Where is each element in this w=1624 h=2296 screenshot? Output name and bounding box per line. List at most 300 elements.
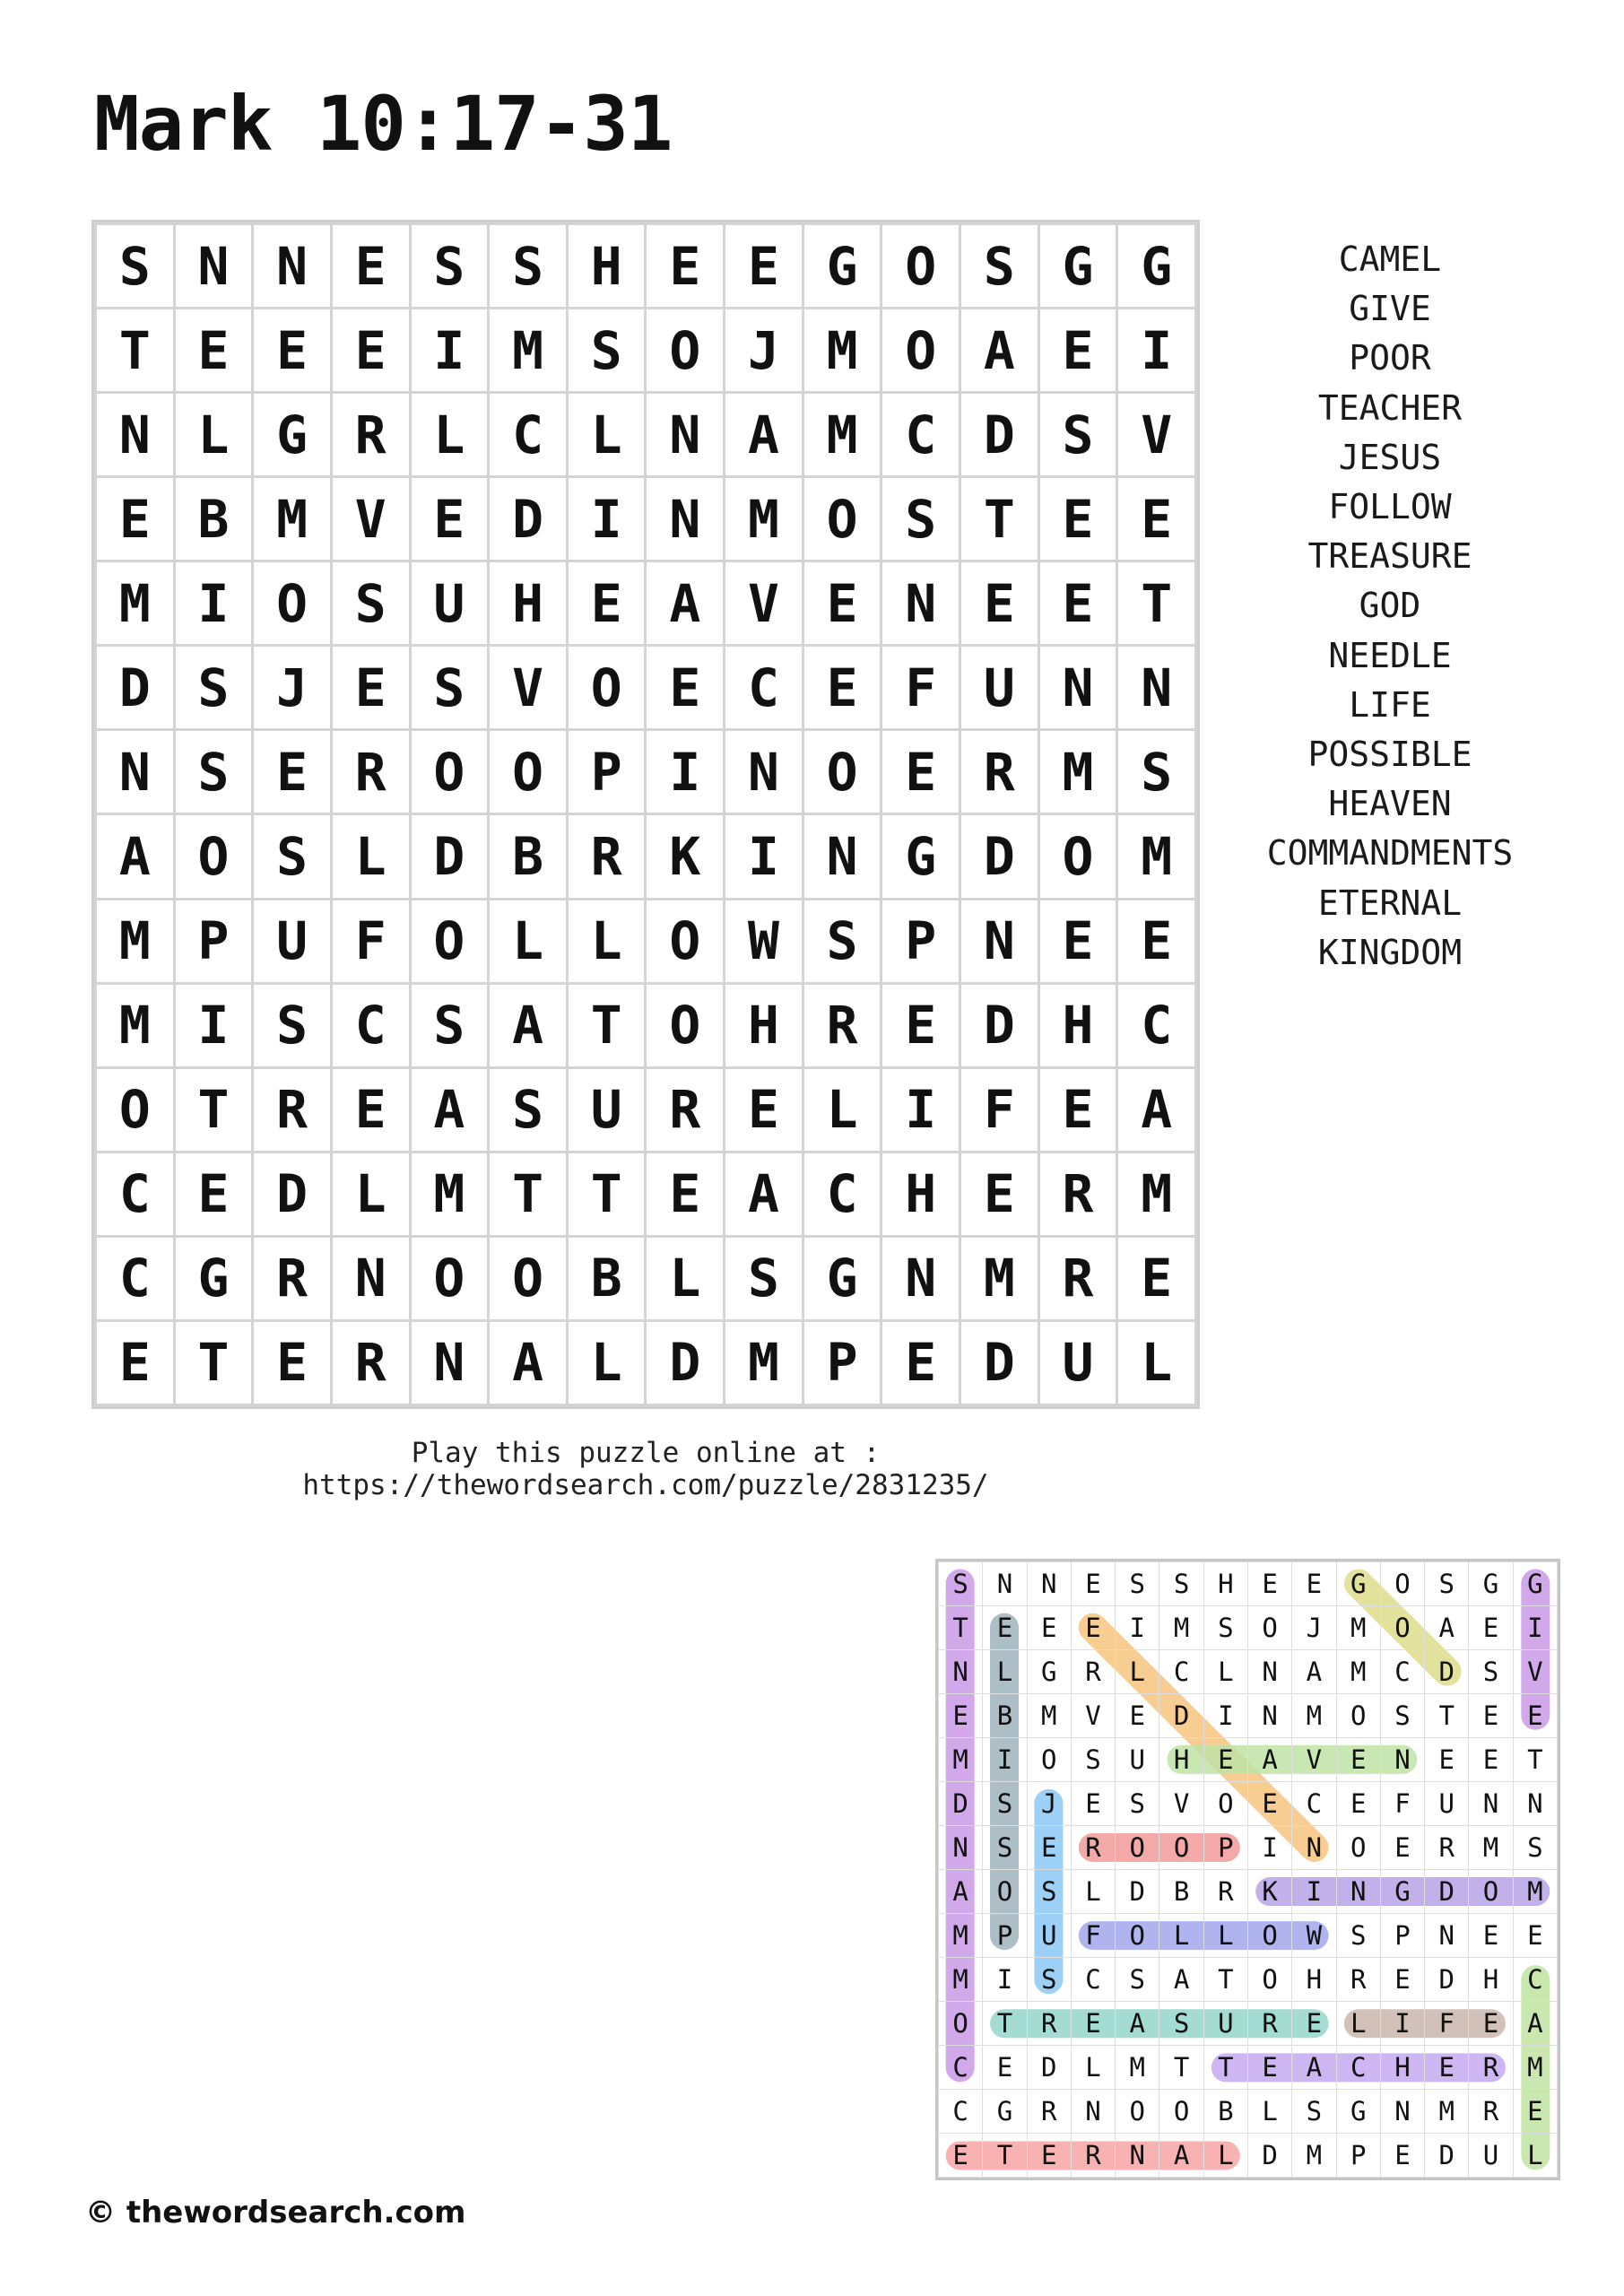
word-list-item: KINGDOM: [1317, 932, 1463, 972]
solution-cell: S: [983, 1782, 1027, 1826]
word-list-item: GOD: [1359, 586, 1421, 626]
solution-cell: A: [1292, 2046, 1336, 2090]
grid-cell: D: [253, 1152, 332, 1236]
word-list-item: COMMANDMENTS: [1266, 833, 1514, 874]
solution-cell: O: [1116, 1826, 1159, 1870]
grid-cell: P: [567, 730, 646, 814]
grid-cell: S: [725, 1236, 803, 1320]
grid-cell: E: [1038, 1067, 1117, 1152]
solution-cell: O: [1336, 1826, 1380, 1870]
solution-cell: S: [1159, 1562, 1203, 1606]
solution-cell: D: [1027, 2046, 1071, 2090]
grid-cell: R: [331, 730, 410, 814]
grid-cell: G: [803, 224, 881, 309]
grid-cell: S: [410, 224, 489, 309]
solution-cell: G: [1469, 1562, 1513, 1606]
grid-cell: E: [1117, 899, 1196, 983]
grid-cell: P: [174, 899, 253, 983]
grid-cell: O: [646, 983, 725, 1067]
grid-row: [96, 814, 1196, 899]
grid-cell: E: [881, 1320, 960, 1405]
solution-cell: N: [1071, 2090, 1115, 2134]
grid-cell: S: [1117, 730, 1196, 814]
solution-cell: N: [939, 1650, 983, 1694]
solution-cell: C: [1292, 1782, 1336, 1826]
grid-cell: W: [725, 899, 803, 983]
solution-cell: R: [1071, 1650, 1115, 1694]
solution-cell: E: [1116, 1694, 1159, 1738]
grid-cell: E: [1038, 477, 1117, 561]
solution-cell: O: [1247, 1606, 1291, 1650]
grid-cell: T: [174, 1067, 253, 1152]
solution-cell: E: [1027, 1826, 1071, 1870]
solution-cell: I: [983, 1738, 1027, 1782]
grid-cell: L: [331, 814, 410, 899]
grid-cell: E: [1038, 309, 1117, 393]
grid-cell: E: [1038, 899, 1117, 983]
solution-cell: O: [939, 2002, 983, 2046]
grid-cell: B: [174, 477, 253, 561]
solution-cell: E: [1469, 2002, 1513, 2046]
solution-cell: E: [1027, 1606, 1071, 1650]
grid-cell: G: [803, 1236, 881, 1320]
grid-cell: A: [960, 309, 1039, 393]
grid-cell: M: [960, 1236, 1039, 1320]
grid-cell: L: [567, 393, 646, 477]
solution-cell: B: [1159, 1870, 1203, 1914]
solution-cell: N: [1513, 1782, 1557, 1826]
grid-cell: P: [803, 1320, 881, 1405]
grid-cell: M: [1038, 730, 1117, 814]
grid-cell: E: [725, 1067, 803, 1152]
grid-cell: C: [96, 1152, 175, 1236]
grid-cell: R: [646, 1067, 725, 1152]
grid-cell: T: [960, 477, 1039, 561]
solution-cell: S: [1469, 1650, 1513, 1694]
solution-row: [939, 1870, 1558, 1914]
solution-cell: P: [983, 1914, 1027, 1958]
solution-row: [939, 2134, 1558, 2178]
solution-cell: T: [1513, 1738, 1557, 1782]
solution-cell: I: [1513, 1606, 1557, 1650]
solution-cell: M: [1336, 1650, 1380, 1694]
grid-cell: I: [881, 1067, 960, 1152]
grid-cell: L: [567, 899, 646, 983]
solution-cell: M: [1469, 1826, 1513, 1870]
solution-cell: S: [1203, 1606, 1247, 1650]
solution-cell: H: [1292, 1958, 1336, 2002]
solution-cell: F: [1425, 2002, 1469, 2046]
grid-cell: O: [803, 730, 881, 814]
grid-row: [96, 1067, 1196, 1152]
grid-row: [96, 646, 1196, 730]
solution-cell: O: [1380, 1606, 1424, 1650]
grid-cell: S: [174, 730, 253, 814]
grid-cell: T: [489, 1152, 568, 1236]
solution-cell: L: [1247, 2090, 1291, 2134]
solution-cell: I: [1247, 1826, 1291, 1870]
grid-cell: O: [881, 224, 960, 309]
word-list-item: CAMEL: [1338, 239, 1442, 279]
solution-cell: A: [1159, 1958, 1203, 2002]
grid-cell: C: [331, 983, 410, 1067]
grid-cell: L: [410, 393, 489, 477]
grid-cell: E: [253, 1320, 332, 1405]
solution-cell: E: [1292, 1562, 1336, 1606]
solution-cell: D: [1116, 1870, 1159, 1914]
solution-cell: D: [1159, 1694, 1203, 1738]
grid-cell: A: [1117, 1067, 1196, 1152]
grid-cell: O: [489, 1236, 568, 1320]
grid-cell: N: [331, 1236, 410, 1320]
solution-cell: D: [1425, 1650, 1469, 1694]
grid-cell: N: [646, 393, 725, 477]
grid-cell: N: [646, 477, 725, 561]
solution-cell: E: [1071, 2002, 1115, 2046]
solution-cell: A: [1425, 1606, 1469, 1650]
solution-cell: E: [939, 2134, 983, 2178]
solution-cell: S: [939, 1562, 983, 1606]
solution-cell: M: [1292, 1694, 1336, 1738]
word-list-item: POOR: [1349, 338, 1431, 378]
grid-cell: I: [174, 983, 253, 1067]
solution-cell: M: [1425, 2090, 1469, 2134]
word-list-item: FOLLOW: [1328, 487, 1452, 527]
grid-cell: N: [1117, 646, 1196, 730]
grid-cell: O: [646, 899, 725, 983]
solution-cell: O: [1247, 1958, 1291, 2002]
solution-cell: U: [1027, 1914, 1071, 1958]
grid-cell: N: [1038, 646, 1117, 730]
grid-cell: A: [489, 983, 568, 1067]
solution-cell: T: [1203, 2046, 1247, 2090]
grid-cell: E: [1117, 1236, 1196, 1320]
grid-cell: C: [1117, 983, 1196, 1067]
grid-cell: E: [960, 561, 1039, 646]
solution-cell: D: [1425, 1958, 1469, 2002]
grid-cell: N: [725, 730, 803, 814]
solution-cell: D: [1425, 2134, 1469, 2178]
grid-cell: S: [253, 983, 332, 1067]
solution-cell: C: [1336, 2046, 1380, 2090]
grid-cell: H: [1038, 983, 1117, 1067]
grid-cell: O: [410, 899, 489, 983]
solution-cell: S: [1116, 1958, 1159, 2002]
solution-cell: S: [983, 1826, 1027, 1870]
solution-cell: R: [1469, 2090, 1513, 2134]
grid-cell: M: [1117, 1152, 1196, 1236]
solution-cell: E: [1513, 1914, 1557, 1958]
grid-cell: R: [1038, 1152, 1117, 1236]
grid-cell: U: [410, 561, 489, 646]
grid-cell: V: [489, 646, 568, 730]
solution-cell: S: [1027, 1870, 1071, 1914]
grid-cell: N: [803, 814, 881, 899]
grid-cell: M: [96, 561, 175, 646]
solution-cell: C: [939, 2046, 983, 2090]
grid-cell: N: [881, 1236, 960, 1320]
solution-cell: E: [1425, 1738, 1469, 1782]
solution-cell: L: [983, 1650, 1027, 1694]
grid-cell: E: [410, 477, 489, 561]
solution-cell: E: [1071, 1606, 1115, 1650]
solution-cell: R: [1425, 1826, 1469, 1870]
grid-cell: A: [96, 814, 175, 899]
solution-cell: R: [1336, 1958, 1380, 2002]
solution-cell: G: [1513, 1562, 1557, 1606]
solution-cell: T: [1159, 2046, 1203, 2090]
solution-cell: G: [1380, 1870, 1424, 1914]
solution-cell: G: [983, 2090, 1027, 2134]
grid-cell: O: [96, 1067, 175, 1152]
solution-cell: E: [1469, 1914, 1513, 1958]
solution-row: [939, 2046, 1558, 2090]
solution-row: [939, 1606, 1558, 1650]
solution-cell: V: [1071, 1694, 1115, 1738]
grid-cell: S: [96, 224, 175, 309]
solution-cell: E: [1247, 1782, 1291, 1826]
solution-cell: V: [1292, 1738, 1336, 1782]
solution-row: [939, 1650, 1558, 1694]
solution-cell: O: [1380, 1562, 1424, 1606]
grid-cell: E: [725, 224, 803, 309]
grid-cell: R: [253, 1236, 332, 1320]
solution-cell: K: [1247, 1870, 1291, 1914]
solution-cell: C: [939, 2090, 983, 2134]
solution-cell: I: [1203, 1694, 1247, 1738]
solution-cell: O: [1336, 1694, 1380, 1738]
solution-cell: L: [1513, 2134, 1557, 2178]
solution-cell: R: [1203, 1870, 1247, 1914]
solution-cell: N: [1336, 1870, 1380, 1914]
solution-cell: B: [983, 1694, 1027, 1738]
grid-cell: J: [253, 646, 332, 730]
grid-cell: S: [253, 814, 332, 899]
grid-cell: R: [253, 1067, 332, 1152]
grid-cell: E: [1117, 477, 1196, 561]
solution-cell: E: [1425, 2046, 1469, 2090]
grid-cell: D: [960, 393, 1039, 477]
word-list-item: TREASURE: [1307, 536, 1472, 577]
grid-cell: T: [96, 309, 175, 393]
solution-cell: M: [1513, 1870, 1557, 1914]
grid-cell: H: [881, 1152, 960, 1236]
grid-cell: E: [253, 309, 332, 393]
grid-cell: S: [174, 646, 253, 730]
grid-cell: O: [1038, 814, 1117, 899]
grid-row: [96, 983, 1196, 1067]
grid-row: [96, 899, 1196, 983]
solution-cell: T: [983, 2134, 1027, 2178]
grid-row: [96, 224, 1196, 309]
grid-cell: L: [803, 1067, 881, 1152]
solution-cell: J: [1027, 1782, 1071, 1826]
grid-cell: O: [881, 309, 960, 393]
solution-cell: T: [1203, 1958, 1247, 2002]
solution-cell: R: [1071, 2134, 1115, 2178]
grid-cell: S: [1038, 393, 1117, 477]
grid-cell: O: [410, 1236, 489, 1320]
word-list-item: JESUS: [1338, 437, 1442, 477]
solution-cell: N: [939, 1826, 983, 1870]
grid-cell: E: [803, 561, 881, 646]
solution-cell: R: [1469, 2046, 1513, 2090]
grid-cell: N: [960, 899, 1039, 983]
grid-cell: S: [410, 646, 489, 730]
grid-cell: R: [331, 393, 410, 477]
grid-cell: E: [96, 1320, 175, 1405]
solution-cell: I: [1380, 2002, 1424, 2046]
solution-cell: E: [1027, 2134, 1071, 2178]
grid-cell: B: [489, 814, 568, 899]
solution-cell: S: [1071, 1738, 1115, 1782]
grid-cell: I: [410, 309, 489, 393]
solution-cell: N: [1469, 1782, 1513, 1826]
solution-cell: E: [983, 2046, 1027, 2090]
grid-row: [96, 309, 1196, 393]
grid-cell: U: [253, 899, 332, 983]
solution-cell: S: [1116, 1782, 1159, 1826]
grid-cell: L: [489, 899, 568, 983]
solution-cell: P: [1380, 1914, 1424, 1958]
grid-cell: E: [174, 1152, 253, 1236]
solution-cell: T: [1425, 1694, 1469, 1738]
solution-cell: M: [939, 1914, 983, 1958]
solution-cell: B: [1203, 2090, 1247, 2134]
solution-cell: M: [1292, 2134, 1336, 2178]
solution-row: [939, 1694, 1558, 1738]
solution-cell: L: [1203, 1914, 1247, 1958]
grid-cell: S: [960, 224, 1039, 309]
grid-cell: C: [725, 646, 803, 730]
solution-cell: L: [1116, 1650, 1159, 1694]
solution-cell: R: [1247, 2002, 1291, 2046]
solution-cell: N: [1292, 1826, 1336, 1870]
grid-cell: H: [489, 561, 568, 646]
solution-cell: L: [1071, 1870, 1115, 1914]
solution-cell: N: [1027, 1562, 1071, 1606]
solution-cell: H: [1380, 2046, 1424, 2090]
solution-cell: S: [1027, 1958, 1071, 2002]
word-list-item: LIFE: [1349, 684, 1431, 725]
solution-cell: H: [1159, 1738, 1203, 1782]
grid-row: [96, 561, 1196, 646]
grid-cell: R: [803, 983, 881, 1067]
grid-cell: E: [1038, 561, 1117, 646]
solution-cell: C: [1159, 1650, 1203, 1694]
grid-cell: K: [646, 814, 725, 899]
grid-cell: R: [960, 730, 1039, 814]
solution-cell: N: [1116, 2134, 1159, 2178]
grid-cell: S: [489, 224, 568, 309]
page-title: Mark 10:17-31: [94, 80, 673, 168]
grid-cell: O: [646, 309, 725, 393]
grid-row: [96, 1236, 1196, 1320]
grid-cell: E: [331, 1067, 410, 1152]
grid-cell: O: [803, 477, 881, 561]
word-list-item: ETERNAL: [1317, 883, 1463, 923]
puzzle-grid: [94, 222, 1197, 1406]
solution-cell: E: [1380, 2134, 1424, 2178]
solution-cell: C: [1513, 1958, 1557, 2002]
word-list-item: HEAVEN: [1328, 784, 1452, 824]
grid-cell: S: [331, 561, 410, 646]
grid-cell: T: [174, 1320, 253, 1405]
solution-row: [939, 2090, 1558, 2134]
solution-cell: N: [1380, 2090, 1424, 2134]
solution-letter-grid: [938, 1561, 1558, 2178]
grid-cell: D: [410, 814, 489, 899]
solution-cell: E: [1247, 1562, 1291, 1606]
solution-cell: N: [1247, 1650, 1291, 1694]
solution-cell: O: [983, 1870, 1027, 1914]
solution-cell: R: [1027, 2090, 1071, 2134]
grid-cell: C: [96, 1236, 175, 1320]
grid-cell: F: [881, 646, 960, 730]
copyright-footer: © thewordsearch.com: [85, 2195, 466, 2231]
solution-cell: L: [1159, 1914, 1203, 1958]
grid-cell: D: [96, 646, 175, 730]
solution-cell: S: [1292, 2090, 1336, 2134]
solution-cell: E: [939, 1694, 983, 1738]
solution-cell: P: [1336, 2134, 1380, 2178]
grid-row: [96, 730, 1196, 814]
grid-cell: R: [1038, 1236, 1117, 1320]
grid-cell: E: [174, 309, 253, 393]
solution-grid: [935, 1559, 1560, 2180]
grid-cell: C: [489, 393, 568, 477]
solution-cell: P: [1203, 1826, 1247, 1870]
solution-row: [939, 2002, 1558, 2046]
solution-cell: O: [1027, 1738, 1071, 1782]
online-link-text: Play this puzzle online at : https://thewordsearch.com/puzzle/2831235/: [302, 1437, 989, 1501]
solution-cell: S: [1159, 2002, 1203, 2046]
grid-cell: M: [96, 983, 175, 1067]
grid-cell: L: [331, 1152, 410, 1236]
grid-cell: E: [960, 1152, 1039, 1236]
grid-cell: H: [725, 983, 803, 1067]
grid-cell: A: [489, 1320, 568, 1405]
grid-cell: C: [803, 1152, 881, 1236]
solution-cell: T: [939, 1606, 983, 1650]
grid-cell: M: [410, 1152, 489, 1236]
grid-cell: F: [960, 1067, 1039, 1152]
grid-cell: V: [725, 561, 803, 646]
grid-cell: A: [725, 393, 803, 477]
solution-cell: U: [1203, 2002, 1247, 2046]
solution-cell: I: [1116, 1606, 1159, 1650]
grid-cell: B: [567, 1236, 646, 1320]
grid-cell: G: [881, 814, 960, 899]
grid-cell: F: [331, 899, 410, 983]
solution-cell: D: [939, 1782, 983, 1826]
solution-cell: J: [1292, 1606, 1336, 1650]
solution-cell: O: [1159, 1826, 1203, 1870]
grid-cell: M: [725, 477, 803, 561]
solution-cell: G: [1027, 1650, 1071, 1694]
grid-cell: L: [567, 1320, 646, 1405]
grid-cell: D: [489, 477, 568, 561]
solution-cell: E: [1469, 1738, 1513, 1782]
grid-row: [96, 1152, 1196, 1236]
grid-cell: A: [410, 1067, 489, 1152]
grid-cell: U: [960, 646, 1039, 730]
grid-cell: L: [174, 393, 253, 477]
grid-cell: M: [1117, 814, 1196, 899]
solution-cell: C: [1071, 1958, 1115, 2002]
solution-cell: A: [1159, 2134, 1203, 2178]
solution-cell: N: [983, 1562, 1027, 1606]
